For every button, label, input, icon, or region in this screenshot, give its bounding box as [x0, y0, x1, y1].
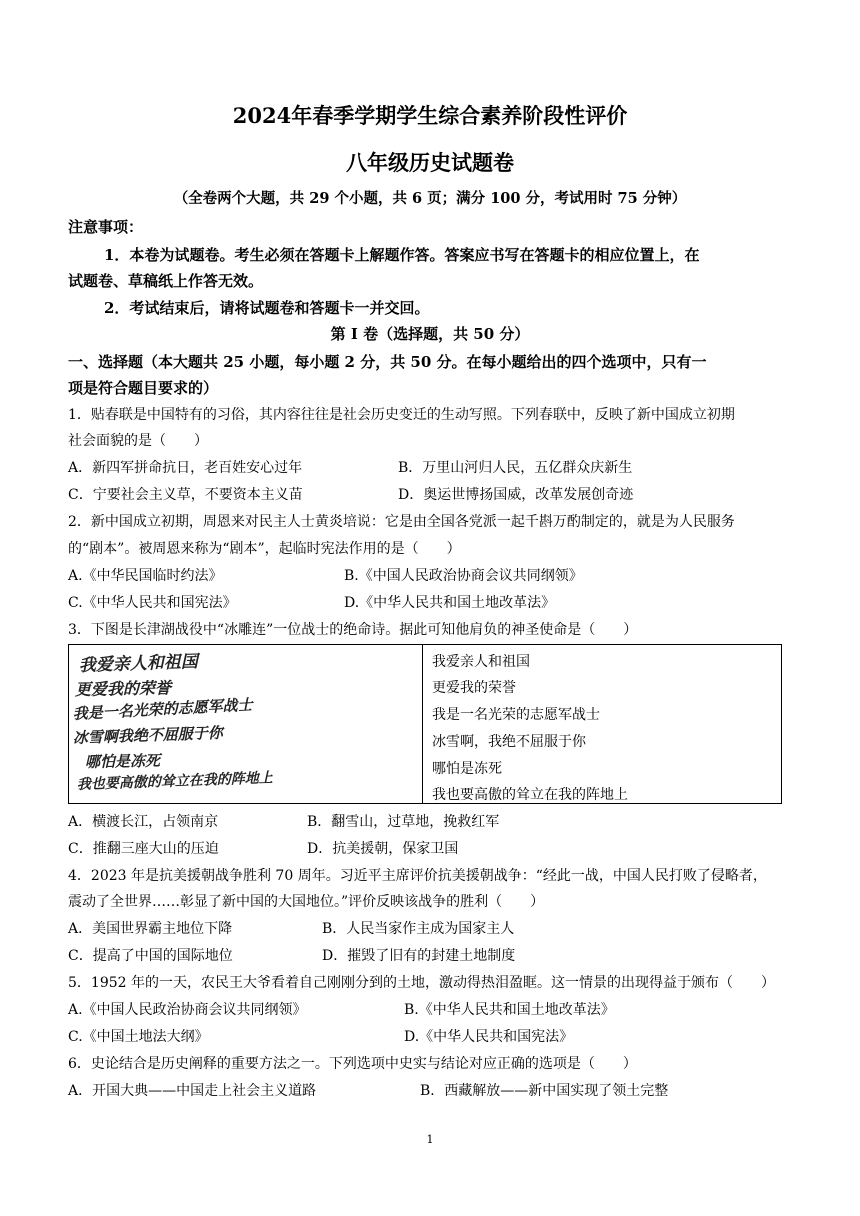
- question-1-option-b[interactable]: B．万里山河归人民，五亿群众庆新生: [398, 460, 633, 476]
- question-6-stem: 6．史论结合是历史阐释的重要方法之一。下列选项中史实与结论对应正确的选项是（ ）: [68, 1056, 637, 1072]
- question-4-option-a[interactable]: A．美国世界霸主地位下降: [68, 921, 233, 937]
- section-heading: 一、选择题（本大题共 25 小题，每小题 2 分，共 50 分。在每小题给出的四个选项中，只有一: [68, 353, 707, 371]
- handwriting-line: 冰雪啊我绝不屈服于你: [72, 723, 224, 747]
- handwriting-line: 我也要高傲的耸立在我的阵地上: [76, 770, 274, 793]
- question-4-stem: 4．2023 年是抗美援朝战争胜利 70 周年。习近平主席评价抗美援朝战争：“经此一战，中国人民打败了侵略者，: [68, 868, 767, 884]
- question-3-option-d[interactable]: D．抗美援朝，保家卫国: [307, 841, 459, 857]
- exam-info: （全卷两个大题，共 29 个小题，共 6 页；满分 100 分，考试用时 75 分钟）: [173, 190, 687, 207]
- note-item-1-cont: 试题卷、草稿纸上作答无效。: [68, 272, 264, 290]
- exam-title: 2024年春季学期学生综合素养阶段性评价: [232, 103, 628, 128]
- question-3-option-c[interactable]: C．推翻三座大山的压迫: [68, 841, 219, 857]
- question-6-option-b[interactable]: B．西藏解放——新中国实现了领土完整: [420, 1083, 669, 1099]
- handwritten-poem-image: [71, 649, 416, 799]
- question-4-option-c[interactable]: C．提高了中国的国际地位: [68, 948, 233, 964]
- poem-line-3: 我是一名光荣的志愿军战士: [432, 707, 600, 723]
- poem-line-1: 我爱亲人和祖国: [432, 654, 530, 670]
- poem-table: [68, 644, 782, 804]
- section-heading-cont: 项是符合题目要求的）: [68, 379, 219, 397]
- question-4-stem-cont: 震动了全世界……彰显了新中国的大国地位。”评价反映该战争的胜利（ ）: [68, 894, 545, 910]
- question-2-stem: 2．新中国成立初期，周恩来对民主人士黄炎培说：它是由全国各党派一起千斟万酌制定的，就是为人民服务: [68, 514, 735, 530]
- poem-line-6: 我也要高傲的耸立在我的阵地上: [432, 787, 628, 803]
- question-1-option-a[interactable]: A．新四军拼命抗日，老百姓安心过年: [68, 460, 303, 476]
- note-item-1: 1．本卷为试题卷。考生必须在答题卡上解题作答。答案应书写在答题卡的相应位置上，在: [104, 246, 700, 264]
- question-5-option-c[interactable]: C.《中国土地法大纲》: [68, 1029, 209, 1045]
- poem-divider: [422, 645, 423, 803]
- question-4-option-b[interactable]: B．人民当家作主成为国家主人: [322, 921, 515, 937]
- question-1-stem: 1．贴春联是中国特有的习俗，其内容往往是社会历史变迁的生动写照。下列春联中，反映了新中国成立初期: [68, 407, 735, 423]
- question-1-option-c[interactable]: C．宁要社会主义草，不要资本主义苗: [68, 487, 303, 503]
- question-5-stem: 5．1952 年的一天，农民王大爷看着自己刚刚分到的土地，激动得热泪盈眶。这一情景的出现得益于颁布（ ）: [68, 975, 775, 991]
- note-item-2: 2．考试结束后，请将试题卷和答题卡一并交回。: [104, 299, 430, 317]
- question-2-stem-cont: 的“剧本”。被周恩来称为“剧本”，起临时宪法作用的是（ ）: [68, 541, 461, 557]
- question-2-option-d[interactable]: D.《中华人民共和国土地改革法》: [344, 595, 556, 611]
- handwriting-line: 我爱亲人和祖国: [78, 651, 199, 676]
- question-2-option-a[interactable]: A.《中华民国临时约法》: [68, 568, 223, 584]
- exam-subtitle: 八年级历史试题卷: [346, 150, 514, 175]
- question-2-option-b[interactable]: B.《中国人民政治协商会议共同纲领》: [344, 568, 583, 584]
- notes-heading: 注意事项：: [68, 218, 144, 236]
- poem-line-2: 更爱我的荣誉: [432, 680, 516, 696]
- handwriting-line: 哪怕是冻死: [84, 751, 161, 771]
- question-5-option-d[interactable]: D.《中华人民共和国宪法》: [404, 1029, 574, 1045]
- question-1-option-d[interactable]: D．奥运世博扬国威，改革发展创奇迹: [398, 487, 634, 503]
- handwriting-line: 更爱我的荣誉: [74, 678, 172, 699]
- poem-line-5: 哪怕是冻死: [432, 761, 502, 777]
- handwriting-line: 我是一名光荣的志愿军战士: [72, 695, 253, 723]
- poem-line-4: 冰雪啊，我绝不屈服于你: [432, 734, 586, 750]
- question-1-stem-cont: 社会面貌的是（ ）: [68, 433, 208, 449]
- question-5-option-a[interactable]: A.《中国人民政治协商会议共同纲领》: [68, 1002, 307, 1018]
- question-2-option-c[interactable]: C.《中华人民共和国宪法》: [68, 595, 237, 611]
- question-5-option-b[interactable]: B.《中华人民共和国土地改革法》: [404, 1002, 615, 1018]
- volume-heading: 第 I 卷（选择题，共 50 分）: [330, 325, 530, 343]
- question-6-option-a[interactable]: A．开国大典——中国走上社会主义道路: [68, 1083, 317, 1099]
- question-3-option-a[interactable]: A．横渡长江，占领南京: [68, 814, 219, 830]
- question-3-option-b[interactable]: B．翻雪山，过草地，挽救红军: [307, 814, 500, 830]
- question-4-option-d[interactable]: D．摧毁了旧有的封建土地制度: [322, 948, 516, 964]
- page-number: 1: [426, 1133, 434, 1146]
- question-3-stem: 3．下图是长津湖战役中“冰雕连”一位战士的绝命诗。据此可知他肩负的神圣使命是（ ）: [68, 622, 638, 638]
